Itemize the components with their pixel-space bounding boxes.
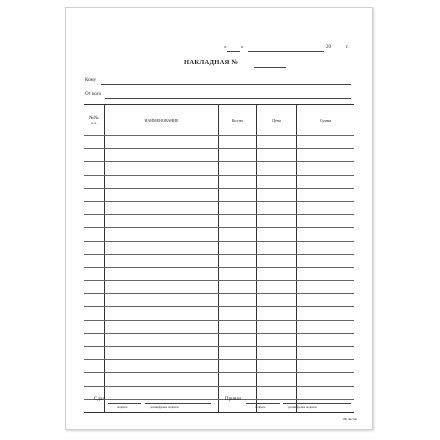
issued-signature-line: [108, 403, 141, 404]
issued-by-label: Сдал: [94, 397, 105, 402]
row-number-cell[interactable]: [84, 294, 105, 307]
row-number-cell[interactable]: [84, 241, 105, 254]
row-price-cell[interactable]: [257, 175, 297, 188]
issued-signature-caption: подпись: [117, 405, 128, 409]
row-name-cell[interactable]: [105, 228, 219, 241]
row-number-cell[interactable]: [84, 373, 105, 386]
table-row: [84, 215, 354, 228]
row-name-cell[interactable]: [105, 360, 219, 373]
title-block: [184, 59, 314, 69]
row-name-cell[interactable]: [105, 254, 219, 267]
row-price-cell[interactable]: [257, 201, 297, 214]
header-number-label: №№: [89, 115, 99, 121]
row-price-cell[interactable]: [257, 294, 297, 307]
row-price-cell[interactable]: [257, 241, 297, 254]
row-price-cell[interactable]: [257, 267, 297, 280]
table-row: [84, 320, 354, 333]
row-quantity-cell[interactable]: [219, 215, 257, 228]
received-signature-line: [246, 403, 280, 404]
row-quantity-cell[interactable]: [219, 373, 257, 386]
table-row: [84, 241, 354, 254]
row-number-cell[interactable]: [84, 175, 105, 188]
row-name-cell[interactable]: [105, 333, 219, 346]
row-number-cell[interactable]: [84, 162, 105, 175]
row-name-cell[interactable]: [105, 307, 219, 320]
quote-open: «: [224, 45, 227, 50]
table-row: [84, 360, 354, 373]
received-decoding-line: [283, 403, 351, 404]
row-name-cell[interactable]: [105, 294, 219, 307]
row-number-cell[interactable]: [84, 320, 105, 333]
table-row: [84, 201, 354, 214]
table-row: [84, 175, 354, 188]
invoice-number-line: [254, 67, 286, 68]
row-quantity-cell[interactable]: [219, 267, 257, 280]
row-sum-cell[interactable]: [297, 254, 355, 267]
row-quantity-cell[interactable]: [219, 360, 257, 373]
row-number-cell[interactable]: [84, 333, 105, 346]
row-price-cell[interactable]: [257, 188, 297, 201]
recipient-field: [85, 78, 355, 86]
row-quantity-cell[interactable]: [219, 320, 257, 333]
row-number-cell[interactable]: [84, 201, 105, 214]
row-name-cell[interactable]: [105, 281, 219, 294]
day-blank-line: [227, 51, 240, 52]
received-decoding-caption: расшифровка подписи: [288, 405, 317, 409]
row-quantity-cell[interactable]: [219, 162, 257, 175]
row-name-cell[interactable]: [105, 373, 219, 386]
table-row: [84, 281, 354, 294]
received-by-label: Принял: [225, 397, 242, 402]
table-row: [84, 307, 354, 320]
row-sum-cell[interactable]: [297, 188, 355, 201]
month-blank-line: [248, 51, 324, 52]
sheet-count-note: 100 листов: [342, 417, 357, 421]
row-quantity-cell[interactable]: [219, 347, 257, 360]
row-price-cell[interactable]: [257, 228, 297, 241]
row-number-cell[interactable]: [84, 136, 105, 149]
row-sum-cell[interactable]: [297, 228, 355, 241]
row-quantity-cell[interactable]: [219, 188, 257, 201]
table-row: [84, 294, 354, 307]
row-number-cell[interactable]: [84, 267, 105, 280]
issued-decoding-caption: расшифровка подписи: [150, 405, 179, 409]
table-row: [84, 228, 354, 241]
row-price-cell[interactable]: [257, 162, 297, 175]
row-price-cell[interactable]: [257, 215, 297, 228]
row-number-cell[interactable]: [84, 228, 105, 241]
row-quantity-cell[interactable]: [219, 307, 257, 320]
received-signature-caption: подпись: [255, 405, 266, 409]
row-name-cell[interactable]: [105, 188, 219, 201]
row-name-cell[interactable]: [105, 267, 219, 280]
table-row: [84, 162, 354, 175]
invoice-form-sheet: [65, 7, 373, 430]
row-number-cell[interactable]: [84, 360, 105, 373]
table-row: [84, 136, 354, 149]
row-quantity-cell[interactable]: [219, 201, 257, 214]
row-name-cell[interactable]: [105, 347, 219, 360]
table-row: [84, 347, 354, 360]
row-name-cell[interactable]: [105, 201, 219, 214]
table-row: [84, 267, 354, 280]
table-row: [84, 188, 354, 201]
row-sum-cell[interactable]: [297, 162, 355, 175]
row-sum-cell[interactable]: [297, 175, 355, 188]
row-sum-cell[interactable]: [297, 215, 355, 228]
quote-close: »: [241, 45, 244, 50]
row-price-cell[interactable]: [257, 149, 297, 162]
row-sum-cell[interactable]: [297, 307, 355, 320]
row-price-cell[interactable]: [257, 373, 297, 386]
row-price-cell[interactable]: [257, 307, 297, 320]
row-quantity-cell[interactable]: [219, 281, 257, 294]
table-row: [84, 373, 354, 386]
row-number-cell[interactable]: [84, 281, 105, 294]
row-number-cell[interactable]: [84, 254, 105, 267]
row-name-cell[interactable]: [105, 175, 219, 188]
table-header-row: [84, 105, 354, 136]
row-price-cell[interactable]: [257, 333, 297, 346]
row-sum-cell[interactable]: [297, 149, 355, 162]
header-number-sub: п. п.: [91, 120, 97, 125]
year-prefix: 20: [326, 45, 331, 50]
row-name-cell[interactable]: [105, 320, 219, 333]
issued-decoding-line: [145, 403, 211, 404]
page-title: НАКЛАДНАЯ №: [184, 59, 239, 66]
row-name-cell[interactable]: [105, 241, 219, 254]
sender-line: [105, 98, 351, 99]
sender-label: От кого: [85, 92, 102, 97]
row-sum-cell[interactable]: [297, 201, 355, 214]
row-price-cell[interactable]: [257, 347, 297, 360]
row-name-cell[interactable]: [105, 149, 219, 162]
recipient-line: [101, 84, 351, 85]
table-row: [84, 333, 354, 346]
row-sum-cell[interactable]: [297, 281, 355, 294]
row-quantity-cell[interactable]: [219, 241, 257, 254]
row-quantity-cell[interactable]: [219, 228, 257, 241]
row-number-cell[interactable]: [84, 215, 105, 228]
row-sum-cell[interactable]: [297, 294, 355, 307]
row-sum-cell[interactable]: [297, 136, 355, 149]
table-row: [84, 254, 354, 267]
date-line: [224, 45, 354, 53]
row-sum-cell[interactable]: [297, 360, 355, 373]
row-number-cell[interactable]: [84, 188, 105, 201]
header-quantity: Кол-во: [219, 105, 257, 136]
table-row: [84, 149, 354, 162]
row-name-cell[interactable]: [105, 162, 219, 175]
row-price-cell[interactable]: [257, 281, 297, 294]
row-quantity-cell[interactable]: [219, 294, 257, 307]
row-quantity-cell[interactable]: [219, 136, 257, 149]
header-sum: Сумма: [297, 105, 355, 136]
row-quantity-cell[interactable]: [219, 333, 257, 346]
recipient-label: Кому: [85, 78, 97, 83]
header-number: [84, 105, 105, 136]
header-price: Цена: [257, 105, 297, 136]
row-sum-cell[interactable]: [297, 267, 355, 280]
sender-field: [85, 92, 355, 100]
row-number-cell[interactable]: [84, 149, 105, 162]
row-price-cell[interactable]: [257, 320, 297, 333]
row-sum-cell[interactable]: [297, 333, 355, 346]
header-name: НАИМЕНОВАНИЕ: [105, 105, 219, 136]
items-table: [84, 104, 354, 413]
row-sum-cell[interactable]: [297, 241, 355, 254]
signature-area: [94, 397, 364, 413]
row-quantity-cell[interactable]: [219, 254, 257, 267]
row-quantity-cell[interactable]: [219, 149, 257, 162]
row-name-cell[interactable]: [105, 136, 219, 149]
year-suffix: г.: [346, 45, 349, 50]
row-sum-cell[interactable]: [297, 347, 355, 360]
row-name-cell[interactable]: [105, 215, 219, 228]
row-sum-cell[interactable]: [297, 373, 355, 386]
table-body: [84, 136, 354, 413]
row-number-cell[interactable]: [84, 307, 105, 320]
row-price-cell[interactable]: [257, 360, 297, 373]
row-price-cell[interactable]: [257, 254, 297, 267]
row-number-cell[interactable]: [84, 347, 105, 360]
row-price-cell[interactable]: [257, 136, 297, 149]
row-sum-cell[interactable]: [297, 320, 355, 333]
row-quantity-cell[interactable]: [219, 175, 257, 188]
